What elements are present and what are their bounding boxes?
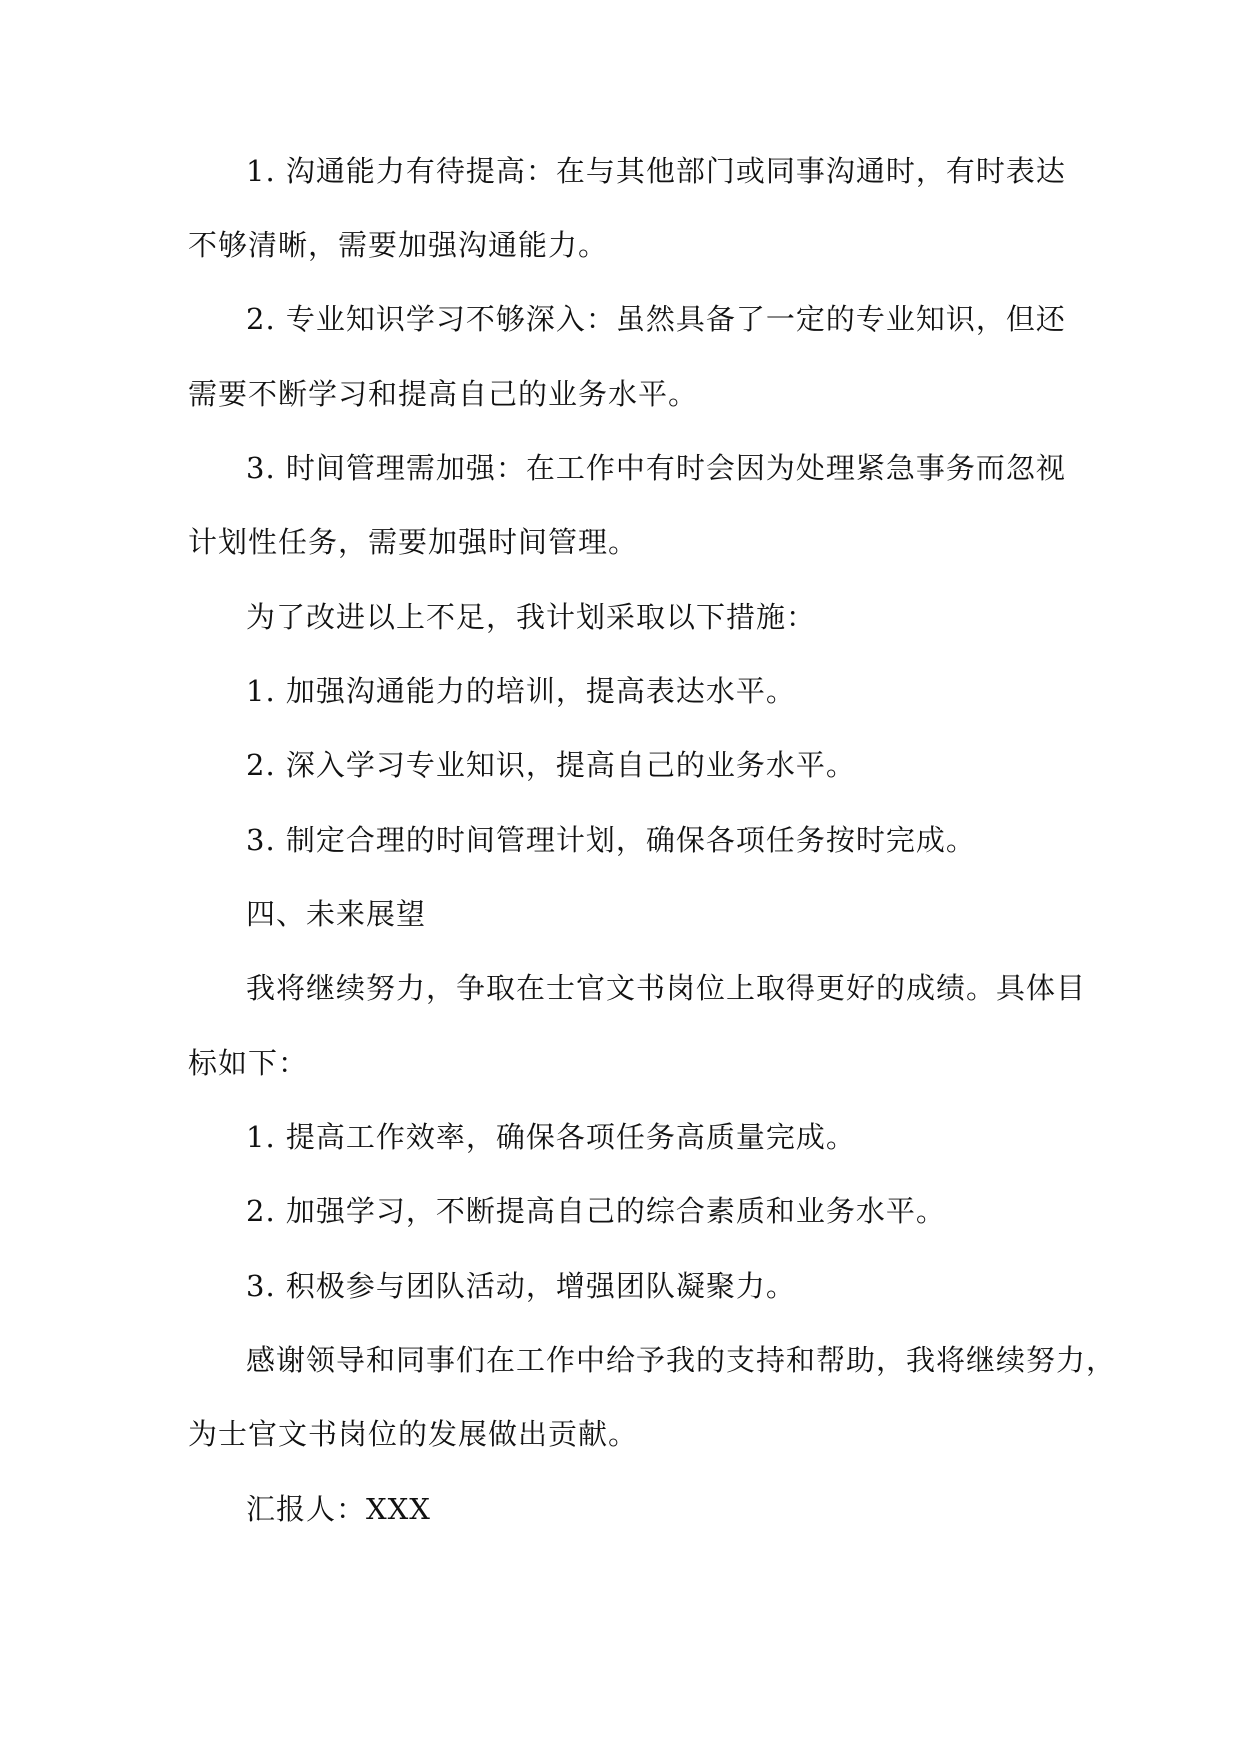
list-item: 2. 专业知识学习不够深入：虽然具备了一定的专业知识，但还	[246, 302, 1066, 336]
list-item: 3. 制定合理的时间管理计划，确保各项任务按时完成。	[246, 823, 976, 857]
reporter-signature: 汇报人：XXX	[246, 1492, 431, 1526]
paragraph-line: 标如下：	[188, 1046, 309, 1080]
list-item: 1. 加强沟通能力的培训，提高表达水平。	[246, 674, 796, 708]
paragraph-line: 需要不断学习和提高自己的业务水平。	[188, 377, 699, 411]
list-item: 3. 积极参与团队活动，增强团队凝聚力。	[246, 1269, 796, 1303]
list-item: 2. 加强学习，不断提高自己的综合素质和业务水平。	[246, 1194, 946, 1228]
list-item: 2. 深入学习专业知识，提高自己的业务水平。	[246, 748, 856, 782]
paragraph-line: 我将继续努力，争取在士官文书岗位上取得更好的成绩。具体目	[246, 971, 1087, 1005]
paragraph-line: 计划性任务，需要加强时间管理。	[188, 525, 639, 559]
list-item: 3. 时间管理需加强：在工作中有时会因为处理紧急事务而忽视	[246, 451, 1066, 485]
list-item: 1. 提高工作效率，确保各项任务高质量完成。	[246, 1120, 856, 1154]
paragraph-line: 为士官文书岗位的发展做出贡献。	[188, 1417, 639, 1451]
paragraph-line: 感谢领导和同事们在工作中给予我的支持和帮助，我将继续努力，	[246, 1343, 1117, 1377]
paragraph-line: 不够清晰，需要加强沟通能力。	[188, 228, 609, 262]
section-heading: 四、未来展望	[246, 897, 427, 931]
paragraph-line: 为了改进以上不足，我计划采取以下措施：	[246, 600, 817, 634]
list-item: 1. 沟通能力有待提高：在与其他部门或同事沟通时，有时表达	[246, 154, 1066, 188]
